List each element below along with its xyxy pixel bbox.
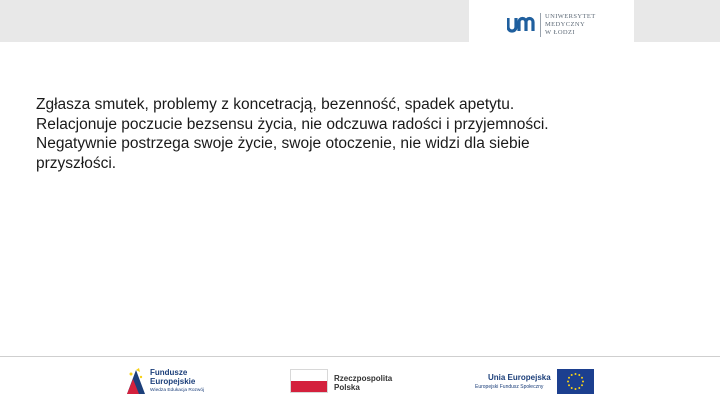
header-bar (0, 0, 720, 42)
um-logo-icon (507, 15, 537, 33)
university-name-line: UNIWERSYTET (545, 13, 596, 20)
university-name (545, 13, 596, 37)
text-line: Relacjonuje poczucie bezsensu życia, nie odczuwa radości i przyjemności. (36, 115, 549, 133)
rp-name (334, 374, 392, 392)
case-description (36, 95, 676, 173)
university-logo (469, 0, 634, 42)
rp-name-line: Polska (334, 383, 360, 392)
polish-flag-icon (290, 369, 328, 393)
ue-title: Unia Europejska (488, 373, 551, 382)
text-line: przyszłości. (36, 154, 117, 172)
fundusze-europejskie-icon (125, 366, 147, 396)
fe-name-line: Fundusze (150, 368, 188, 377)
ue-fund-name: Europejski Fundusz Społeczny (475, 384, 544, 390)
text-line: Negatywnie postrzega swoje życie, swoje otoczenie, nie widzi dla siebie (36, 135, 530, 152)
fe-program-name: Wiedza Edukacja Rozwój (150, 388, 205, 393)
fe-name-line: Europejskie (150, 377, 196, 386)
university-name-line: W ŁODZI (545, 29, 575, 36)
rp-name-line: Rzeczpospolita (334, 374, 393, 383)
university-name-line: MEDYCZNY (545, 21, 586, 28)
text-line: Zgłasza smutek, problemy z koncetracją, bezenność, spadek apetytu. (36, 96, 515, 113)
funding-footer (0, 357, 720, 405)
fe-name (150, 368, 195, 386)
logo-divider (540, 13, 541, 37)
eu-flag-icon (557, 369, 594, 394)
